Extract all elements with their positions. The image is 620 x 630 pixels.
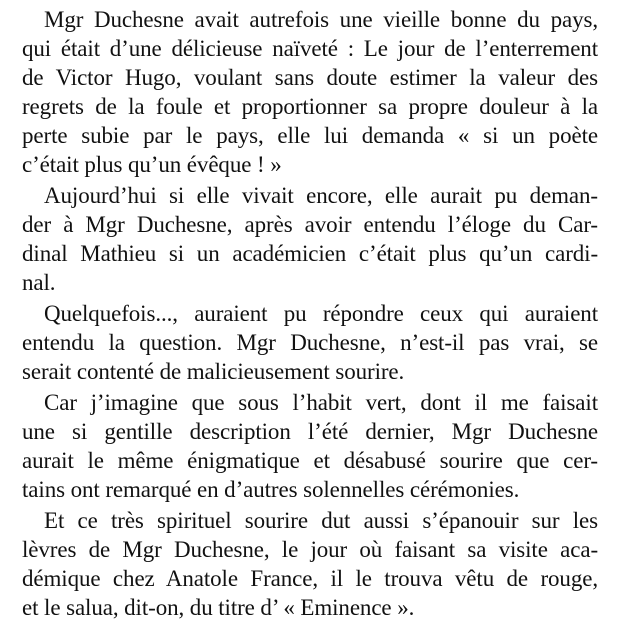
text-line: Car j’imagine que sous l’habit vert, dont il me faisait	[44, 390, 598, 415]
text-line: der à Mgr Duchesne, après avoir entendu l’éloge du Car-	[22, 212, 598, 237]
text-line: lèvres de Mgr Duchesne, le jour où faisant sa visite aca-	[22, 537, 598, 562]
text-line: c’était plus qu’un évêque ! »	[22, 152, 282, 177]
text-line: et le salua, dit-on, du titre d’ « Eminence ».	[22, 595, 415, 620]
text-line: entendu la question. Mgr Duchesne, n’est-il pas vrai, se	[22, 330, 598, 355]
text-line: Mgr Duchesne avait autrefois une vieille bonne du pays,	[44, 7, 598, 32]
text-line: serait contenté de malicieusement sourire.	[22, 359, 405, 384]
text-line: Aujourd’hui si elle vivait encore, elle aurait pu deman-	[44, 183, 598, 208]
text-line: démique chez Anatole France, il le trouva vêtu de rouge,	[22, 566, 598, 591]
text-line: dinal Mathieu si un académicien c’était plus qu’un cardi-	[22, 241, 598, 266]
text-line: regrets de la foule et proportionner sa propre douleur à la	[22, 94, 598, 119]
text-line: Quelquefois..., auraient pu répondre ceux qui auraient	[44, 301, 598, 326]
text-line: qui était d’une délicieuse naïveté : Le jour de l’enterrement	[22, 36, 598, 61]
text-line: de Victor Hugo, voulant sans doute estimer la valeur des	[22, 65, 598, 90]
text-line: nal.	[22, 270, 56, 295]
text-line: perte subie par le pays, elle lui demanda « si un poète	[22, 123, 598, 148]
text-line: tains ont remarqué en d’autres solennelles cérémonies.	[22, 477, 520, 502]
text-line: Et ce très spirituel sourire dut aussi s’épanouir sur les	[44, 508, 598, 533]
text-line: aurait le même énigmatique et désabusé sourire que cer-	[22, 448, 598, 473]
text-line: une si gentille description l’été dernier, Mgr Duchesne	[22, 419, 598, 444]
